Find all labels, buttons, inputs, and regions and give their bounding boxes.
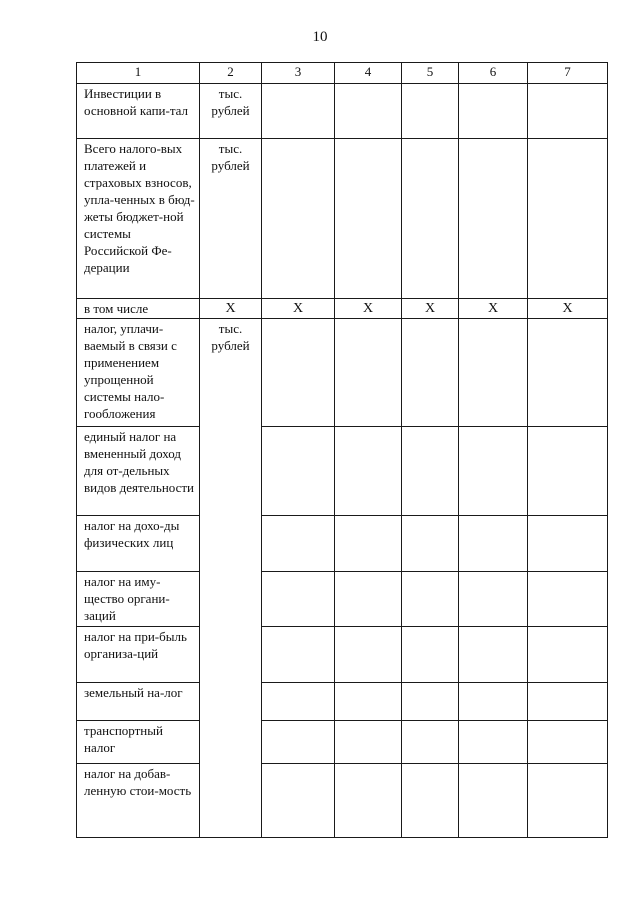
value-cell — [262, 764, 335, 838]
tax-report-table — [76, 62, 608, 838]
row-label: налог на добав-ленную стои-мость — [77, 764, 200, 838]
unit-label: тыс. рублей — [211, 321, 250, 353]
table-row — [77, 764, 608, 838]
value-cell — [528, 572, 608, 627]
value-cell — [262, 516, 335, 572]
x-mark: X — [459, 299, 528, 319]
x-mark: X — [402, 299, 459, 319]
column-number: 5 — [402, 63, 459, 84]
column-number: 1 — [77, 63, 200, 84]
value-cell — [335, 139, 402, 299]
value-cell — [528, 764, 608, 838]
value-cell — [335, 319, 402, 427]
value-cell — [459, 516, 528, 572]
unit-label: тыс. рублей — [211, 141, 250, 173]
value-cell — [262, 572, 335, 627]
value-cell — [528, 721, 608, 764]
table-row — [77, 572, 608, 627]
x-mark: X — [335, 299, 402, 319]
value-cell — [402, 683, 459, 721]
value-cell — [528, 427, 608, 516]
table-row — [77, 139, 608, 299]
value-cell — [459, 84, 528, 139]
column-number: 6 — [459, 63, 528, 84]
value-cell — [459, 427, 528, 516]
value-cell — [262, 139, 335, 299]
page-number: 10 — [312, 29, 328, 45]
row-label: Инвестиции в основной капи-тал — [77, 84, 200, 139]
column-number: 2 — [200, 63, 262, 84]
value-cell — [335, 721, 402, 764]
column-number: 7 — [528, 63, 608, 84]
table-row — [77, 427, 608, 516]
value-cell — [402, 764, 459, 838]
value-cell — [459, 721, 528, 764]
value-cell — [262, 84, 335, 139]
x-mark: X — [262, 299, 335, 319]
value-cell — [335, 572, 402, 627]
unit-label: тыс. рублей — [211, 86, 250, 118]
value-cell — [402, 319, 459, 427]
row-label: Всего налого-вых платежей и страховых взносов, упла-ченных в бюд-жеты бюджет-ной системы Российской Фе-дерации — [77, 139, 200, 299]
x-mark: X — [528, 299, 608, 319]
value-cell — [262, 683, 335, 721]
table-row — [77, 319, 608, 427]
column-number: 4 — [335, 63, 402, 84]
value-cell — [262, 319, 335, 427]
value-cell — [335, 516, 402, 572]
value-cell — [335, 84, 402, 139]
row-label: единый налог на вмененный доход для от-дельных видов деятельности — [77, 427, 200, 516]
row-label: налог на дохо-ды физических лиц — [77, 516, 200, 572]
row-label: налог на иму-щество органи-заций — [77, 572, 200, 627]
value-cell — [335, 683, 402, 721]
value-cell — [528, 319, 608, 427]
value-cell — [528, 139, 608, 299]
value-cell — [528, 84, 608, 139]
table-row — [77, 516, 608, 572]
value-cell — [528, 516, 608, 572]
value-cell — [402, 139, 459, 299]
table-row — [77, 683, 608, 721]
row-label: земельный на-лог — [77, 683, 200, 721]
value-cell — [459, 627, 528, 683]
value-cell — [335, 427, 402, 516]
row-label: налог, уплачи-ваемый в связи с применением упрощенной системы нало-гообложения — [77, 319, 200, 427]
row-label: транспортный налог — [77, 721, 200, 764]
value-cell — [262, 627, 335, 683]
value-cell — [402, 516, 459, 572]
unit-cell — [200, 139, 262, 299]
row-label: в том числе — [77, 299, 200, 319]
table-row — [77, 721, 608, 764]
value-cell — [262, 721, 335, 764]
value-cell — [459, 683, 528, 721]
value-cell — [402, 721, 459, 764]
column-number-row — [77, 63, 608, 84]
row-label: налог на при-быль организа-ций — [77, 627, 200, 683]
unit-cell — [200, 84, 262, 139]
x-mark: X — [200, 299, 262, 319]
unit-cell — [200, 319, 262, 838]
value-cell — [335, 764, 402, 838]
value-cell — [262, 427, 335, 516]
value-cell — [459, 139, 528, 299]
table-row — [77, 84, 608, 139]
value-cell — [402, 84, 459, 139]
value-cell — [528, 683, 608, 721]
value-cell — [402, 627, 459, 683]
value-cell — [459, 764, 528, 838]
value-cell — [459, 572, 528, 627]
including-row — [77, 299, 608, 319]
value-cell — [402, 572, 459, 627]
column-number: 3 — [262, 63, 335, 84]
value-cell — [528, 627, 608, 683]
table-row — [77, 627, 608, 683]
value-cell — [335, 627, 402, 683]
value-cell — [402, 427, 459, 516]
value-cell — [459, 319, 528, 427]
